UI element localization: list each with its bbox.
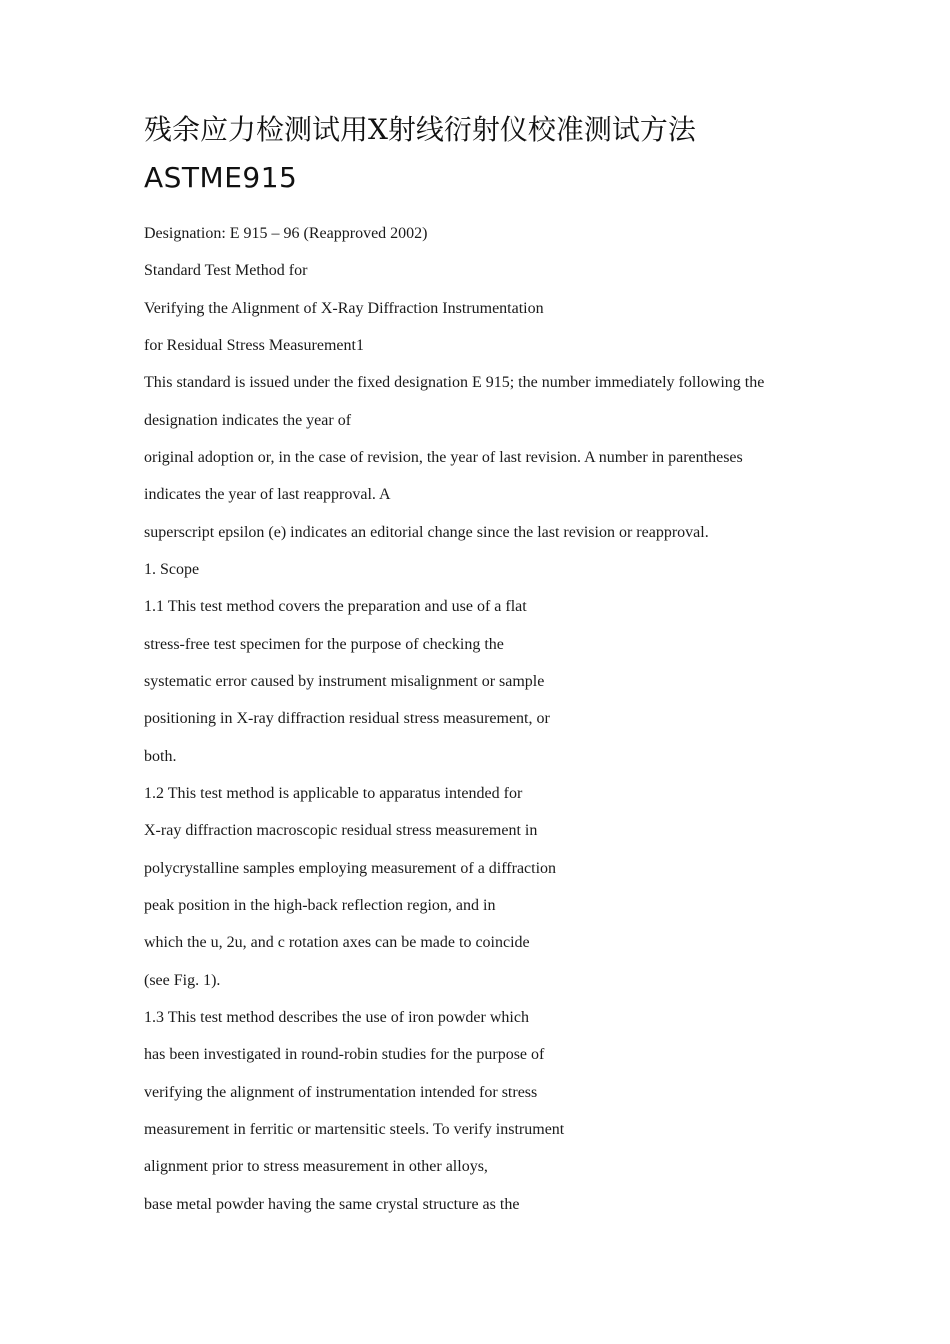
- body-line: polycrystalline samples employing measurement of a diffraction: [144, 859, 557, 877]
- body-line: indicates the year of last reapproval. A: [144, 486, 391, 504]
- body-line: 1.3 This test method describes the use of iron powder which: [144, 1008, 529, 1026]
- body-line: original adoption or, in the case of revision, the year of last revision. A number in parentheses: [144, 448, 743, 466]
- body-line: Designation: E 915 – 96 (Reapproved 2002): [144, 225, 428, 242]
- body-line: alignment prior to stress measurement in other alloys,: [144, 1158, 488, 1176]
- body-line: X-ray diffraction macroscopic residual stress measurement in: [144, 822, 538, 840]
- body-line: verifying the alignment of instrumentation intended for stress: [144, 1083, 538, 1101]
- body-line: 1.2 This test method is applicable to apparatus intended for: [144, 784, 523, 802]
- body-line: which the u, 2u, and c rotation axes can be made to coincide: [144, 934, 530, 952]
- body-line: measurement in ferritic or martensitic steels. To verify instrument: [144, 1120, 565, 1138]
- body-line: has been investigated in round-robin studies for the purpose of: [144, 1046, 545, 1064]
- body-line: positioning in X-ray diffraction residual stress measurement, or: [144, 710, 550, 728]
- body-line: Verifying the Alignment of X-Ray Diffraction Instrumentation: [144, 299, 544, 317]
- body-line: Standard Test Method for: [144, 262, 308, 280]
- document-body: [144, 222, 824, 1230]
- document-title-chinese: 残余应力检测试用X射线衍射仪校准测试方法: [144, 113, 696, 146]
- body-line: base metal powder having the same crystal structure as the: [144, 1195, 520, 1213]
- body-line: 1.1 This test method covers the preparation and use of a flat: [144, 598, 527, 616]
- body-line: stress-free test specimen for the purpose of checking the: [144, 635, 504, 653]
- body-line: This standard is issued under the fixed designation E 915; the number immediately following the: [144, 374, 765, 392]
- body-line: superscript epsilon (e) indicates an editorial change since the last revision or reapproval.: [144, 523, 709, 541]
- body-line: peak position in the high-back reflection region, and in: [144, 896, 496, 914]
- body-line: designation indicates the year of: [144, 411, 352, 429]
- body-line: both.: [144, 747, 177, 765]
- body-line: for Residual Stress Measurement1: [144, 336, 364, 354]
- document-title-code: ASTME915: [144, 161, 298, 194]
- section-heading: 1. Scope: [144, 560, 200, 578]
- body-line: (see Fig. 1).: [144, 971, 221, 989]
- body-line: systematic error caused by instrument misalignment or sample: [144, 672, 545, 690]
